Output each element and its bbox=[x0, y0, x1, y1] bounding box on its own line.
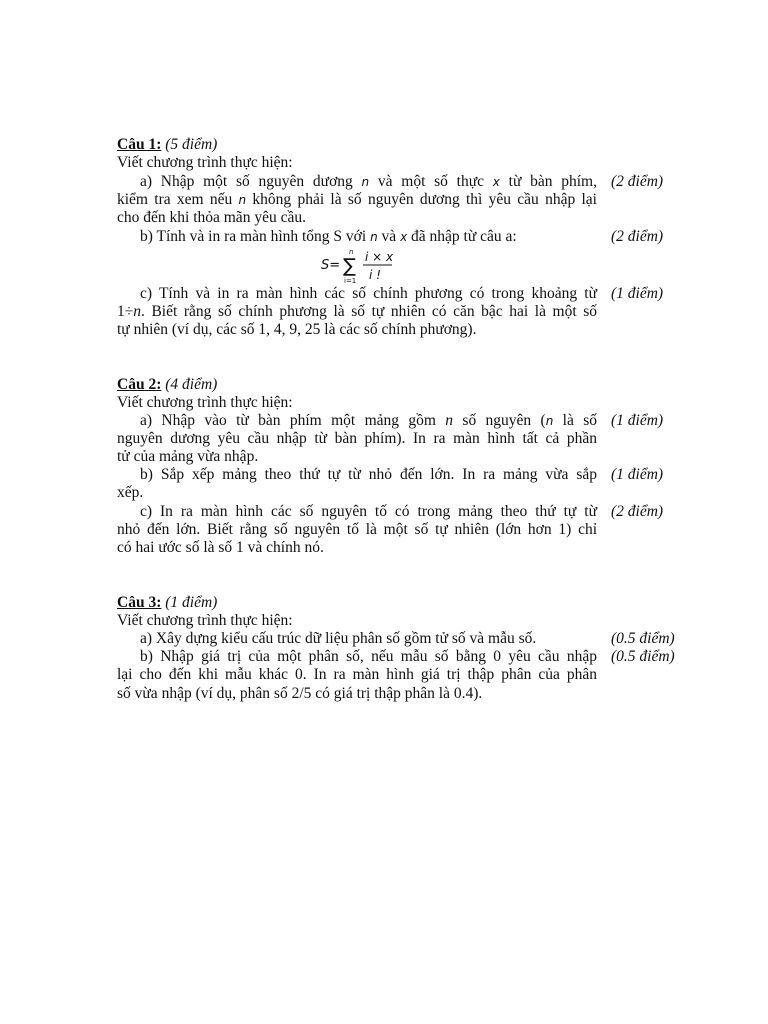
q1c-line3: tự nhiên (ví dụ, các số 1, 4, 9, 25 là các số chính phương). bbox=[117, 321, 477, 338]
q1-title: Câu 1: bbox=[117, 136, 162, 153]
q2c-line2: nhỏ đến lớn. Biết rằng số nguyên tố là một số tự nhiên (lớn hơn 1) chỉ bbox=[117, 521, 597, 538]
var-x: x bbox=[400, 230, 408, 244]
q1a-line3: cho đến khi thỏa mãn yêu cầu. bbox=[117, 209, 306, 226]
var-n: n bbox=[370, 230, 378, 244]
q2c-line3: có hai ước số là số 1 và chính nó. bbox=[117, 539, 324, 556]
q1c-score: (1 điểm) bbox=[611, 285, 664, 302]
q1b-score: (2 điểm) bbox=[611, 228, 664, 245]
q2b-score: (1 điểm) bbox=[611, 466, 664, 483]
q1a-score: (2 điểm) bbox=[611, 173, 664, 190]
q1a-line2: kiểm tra xem nếu n không phải là số nguyên dương thì yêu cầu nhập lại bbox=[117, 191, 597, 208]
formula-lhs: S= bbox=[321, 258, 341, 273]
formula-sigma: ∑ bbox=[343, 255, 356, 277]
q2a-score: (1 điểm) bbox=[611, 412, 664, 429]
q3b-line2: lại cho đến khi mẫu khác 0. In ra màn hình giá trị thập phân của phân bbox=[117, 666, 597, 683]
q2c-line1: c) In ra màn hình các số nguyên tố có trong mảng theo thứ tự từ bbox=[140, 503, 597, 520]
q2-points: (4 điểm) bbox=[165, 376, 218, 393]
formula-lower: i=1 bbox=[344, 277, 357, 285]
var-n: n bbox=[545, 414, 554, 428]
q2b-line1: b) Sắp xếp mảng theo thứ tự từ nhỏ đến lớn. In ra mảng vừa sắp bbox=[140, 466, 597, 483]
q2a-line2: nguyên dương yêu cầu nhập từ bàn phím). In ra màn hình tất cả phần bbox=[117, 430, 597, 447]
q3-intro: Viết chương trình thực hiện: bbox=[117, 612, 293, 629]
q2-heading bbox=[117, 376, 217, 394]
var-x: x bbox=[492, 175, 500, 189]
q3-title: Câu 3: bbox=[117, 594, 162, 611]
formula-upper: n bbox=[349, 248, 354, 256]
sum-formula bbox=[318, 248, 408, 288]
q3b-line1: b) Nhập giá trị của một phân số, nếu mẫu số bằng 0 yêu cầu nhập bbox=[140, 648, 597, 665]
formula-numerator: i × x bbox=[365, 250, 394, 264]
formula-denominator: i ! bbox=[369, 268, 381, 282]
q3a-score: (0.5 điểm) bbox=[611, 630, 675, 647]
q3b-score: (0.5 điểm) bbox=[611, 648, 675, 665]
q2c-score: (2 điểm) bbox=[611, 503, 664, 520]
q1c-line1: c) Tính và in ra màn hình các số chính phương có trong khoảng từ bbox=[140, 285, 597, 302]
q1c-line2: 1÷n. Biết rằng số chính phương là số tự nhiên có căn bậc hai là một số bbox=[117, 303, 597, 320]
q2a-line3: tử của mảng vừa nhập. bbox=[117, 448, 259, 465]
q1a-line1: a) Nhập một số nguyên dương n và một số thực x từ bàn phím, bbox=[140, 173, 597, 190]
q1-points: (5 điểm) bbox=[165, 136, 218, 153]
var-n: n bbox=[361, 175, 370, 189]
var-n: n bbox=[445, 412, 454, 429]
q3-points: (1 điểm) bbox=[165, 594, 218, 611]
q2a-line1: a) Nhập vào từ bàn phím một mảng gồm n số nguyên (n là số bbox=[140, 412, 597, 429]
q2-title: Câu 2: bbox=[117, 376, 162, 393]
q1-heading bbox=[117, 136, 217, 154]
q2b-line2: xếp. bbox=[117, 484, 144, 501]
q1-intro: Viết chương trình thực hiện: bbox=[117, 154, 293, 171]
var-n: n bbox=[238, 193, 247, 207]
var-n: n bbox=[133, 303, 142, 320]
q3-heading bbox=[117, 594, 217, 612]
q3a-line1: a) Xây dựng kiểu cấu trúc dữ liệu phân số gồm tử số và mẫu số. bbox=[140, 630, 537, 647]
q2-intro: Viết chương trình thực hiện: bbox=[117, 394, 293, 411]
q3b-line3: số vừa nhập (ví dụ, phân số 2/5 có giá trị thập phân là 0.4). bbox=[117, 685, 483, 702]
q1b-line1: b) Tính và in ra màn hình tổng S với n và x đã nhập từ câu a: bbox=[140, 228, 517, 245]
